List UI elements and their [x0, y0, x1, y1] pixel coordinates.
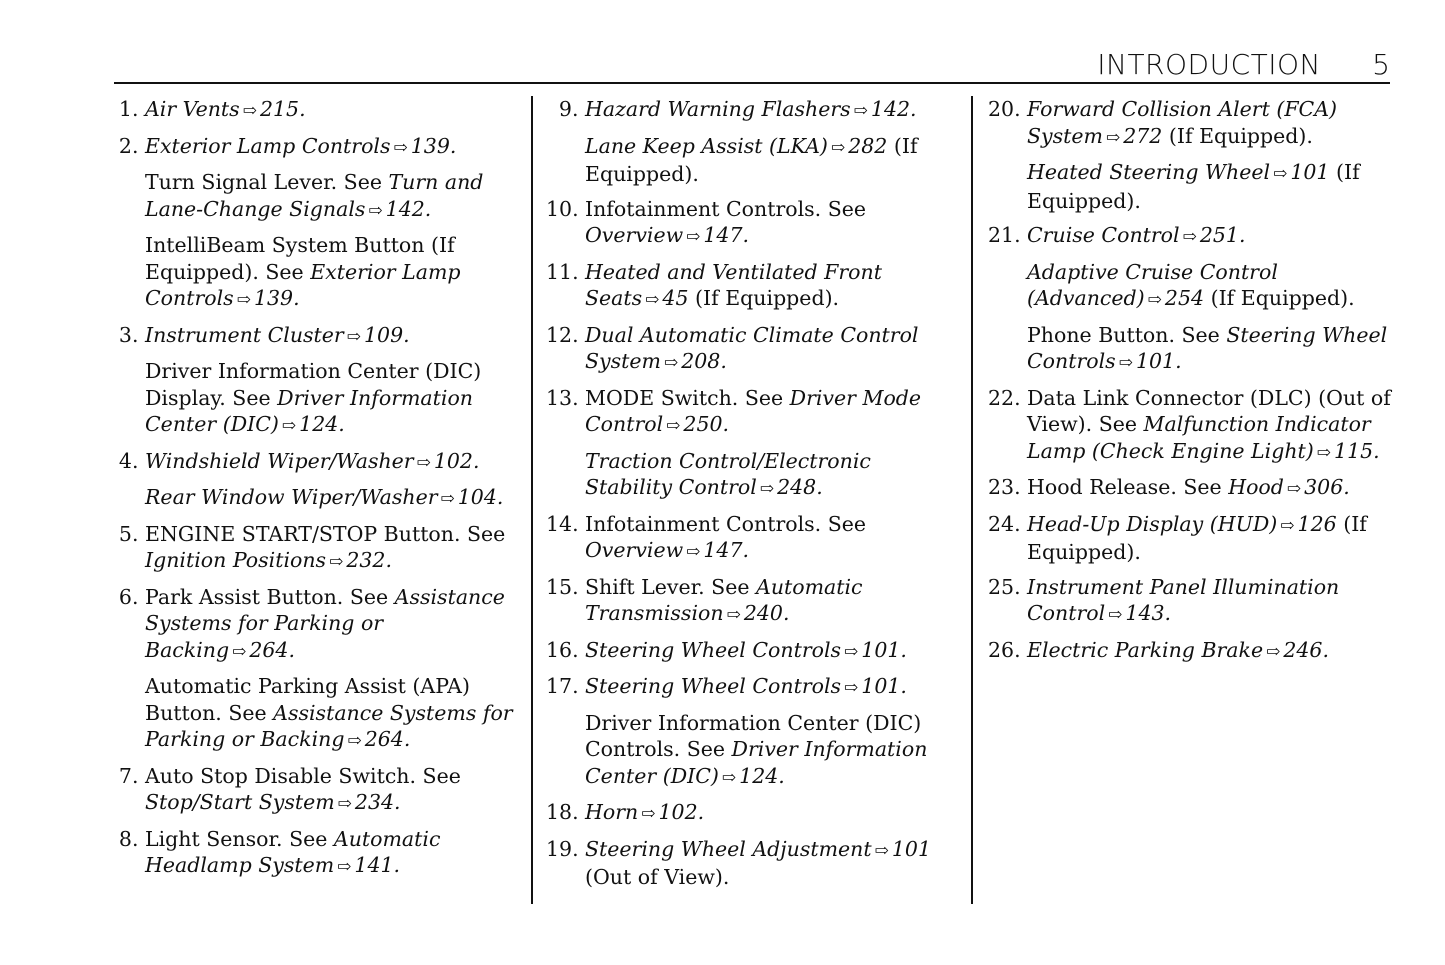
- item-description: [585, 799, 956, 828]
- item-description: [1027, 222, 1393, 251]
- page-reference-arrow-icon: ⇨: [844, 641, 859, 662]
- description-text: (If Equipped).: [1027, 511, 1367, 564]
- item-description: [585, 637, 956, 666]
- item-number: 20.: [988, 97, 1028, 121]
- page-reference-arrow-icon: ⇨: [830, 137, 846, 158]
- description-text: (If Equipped).: [1027, 160, 1360, 213]
- item-description: [1027, 474, 1393, 503]
- cross-reference-link[interactable]: Air Vents: [145, 97, 240, 121]
- legend-item: [546, 799, 956, 828]
- legend-item: [988, 574, 1393, 629]
- legend-item: [988, 222, 1393, 377]
- item-description: [585, 448, 956, 503]
- page-reference-arrow-icon: ⇨: [416, 452, 431, 473]
- page-reference-arrow-icon: ⇨: [1280, 515, 1295, 536]
- item-description: [145, 826, 523, 881]
- cross-reference-link[interactable]: 139.: [410, 133, 457, 158]
- cross-reference-link[interactable]: 101.: [861, 674, 907, 698]
- item-description: [585, 133, 956, 188]
- description-text: (If Equipped).: [585, 133, 918, 186]
- legend-item: [546, 96, 956, 188]
- legend-item: [118, 763, 523, 818]
- legend-item: [988, 511, 1393, 566]
- item-description: [585, 710, 956, 792]
- cross-reference-link[interactable]: Assistance Systems for Parking or Backing: [145, 700, 513, 751]
- item-description: [145, 584, 523, 666]
- page-reference-arrow-icon: ⇨: [1286, 479, 1302, 499]
- cross-reference-link[interactable]: 250.: [683, 412, 730, 436]
- cross-reference-link[interactable]: 248.: [777, 475, 823, 499]
- page-reference-arrow-icon: ⇨: [1147, 290, 1162, 310]
- cross-reference-link[interactable]: Ignition Positions: [145, 548, 327, 572]
- page-reference-arrow-icon: ⇨: [368, 200, 383, 221]
- cross-reference-link[interactable]: Steering Wheel Adjustment: [585, 836, 872, 861]
- item-number: 14.: [546, 511, 586, 536]
- item-number: 26.: [988, 637, 1028, 662]
- page-reference-arrow-icon: ⇨: [759, 479, 775, 499]
- cross-reference-link[interactable]: Assistance Systems for Parking or Backing: [145, 584, 505, 662]
- description-text: Infotainment Controls. See: [585, 196, 867, 221]
- page-reference-arrow-icon: ⇨: [726, 605, 741, 625]
- item-description: [585, 322, 956, 377]
- cross-reference-link[interactable]: 102.: [658, 800, 705, 824]
- cross-reference-link[interactable]: 124.: [739, 763, 785, 788]
- cross-reference-link[interactable]: 251.: [1199, 223, 1246, 247]
- cross-reference-link[interactable]: Rear Window Wiper/Washer: [145, 485, 438, 509]
- description-text: Hood Release. See: [1027, 475, 1229, 499]
- item-description: [145, 763, 523, 818]
- item-description: [1027, 96, 1393, 151]
- legend-item: [118, 133, 523, 314]
- cross-reference-link[interactable]: Overview: [585, 223, 684, 247]
- item-description: [585, 673, 956, 702]
- item-description: [145, 484, 523, 513]
- item-number: 8.: [118, 826, 145, 851]
- cross-reference-link[interactable]: 101.: [861, 637, 907, 662]
- cross-reference-link[interactable]: 126: [1297, 511, 1337, 536]
- legend-item: [988, 96, 1393, 214]
- page-number: 5: [1372, 48, 1390, 81]
- item-number: 6.: [118, 584, 145, 609]
- legend-item: [546, 637, 956, 666]
- cross-reference-link[interactable]: Stop/Start System: [145, 790, 335, 814]
- cross-reference-link[interactable]: 102.: [433, 448, 480, 473]
- item-number: 18.: [546, 800, 586, 824]
- item-number: 5.: [118, 521, 145, 546]
- item-description: [1027, 511, 1393, 566]
- item-description: [1027, 637, 1393, 666]
- description-text: Light Sensor. See: [145, 826, 334, 851]
- page-reference-arrow-icon: ⇨: [874, 840, 889, 861]
- item-number: 2.: [118, 133, 145, 158]
- cross-reference-link[interactable]: 101.: [1135, 349, 1182, 373]
- cross-reference-link[interactable]: 240.: [743, 601, 790, 625]
- cross-reference-link[interactable]: Cruise Control: [1027, 223, 1180, 247]
- item-description: [145, 673, 523, 755]
- page-reference-arrow-icon: ⇨: [666, 416, 681, 436]
- item-number: 1.: [118, 97, 145, 121]
- cross-reference-link[interactable]: 142.: [385, 196, 432, 221]
- item-number: 24.: [988, 511, 1028, 536]
- cross-reference-link[interactable]: 45: [662, 286, 689, 310]
- item-number: 22.: [988, 385, 1028, 410]
- cross-reference-link[interactable]: 141.: [354, 853, 401, 877]
- cross-reference-link[interactable]: 306.: [1304, 475, 1350, 499]
- item-number: 12.: [546, 322, 586, 347]
- page-reference-arrow-icon: ⇨: [663, 353, 679, 373]
- description-text: Driver Information Center (DIC) Display. See: [145, 359, 482, 410]
- cross-reference-link[interactable]: Driver Information Center (DIC): [585, 737, 928, 788]
- item-description: [1027, 574, 1393, 629]
- item-description: [585, 196, 956, 251]
- item-number: 7.: [118, 763, 145, 788]
- item-description: [145, 232, 523, 314]
- cross-reference-link[interactable]: 246.: [1283, 637, 1329, 662]
- item-description: [145, 358, 523, 440]
- page-reference-arrow-icon: ⇨: [1316, 442, 1332, 463]
- cross-reference-link[interactable]: 254: [1164, 286, 1205, 310]
- cross-reference-link[interactable]: 142.: [870, 97, 917, 121]
- description-text: ENGINE START/STOP Button. See: [145, 521, 506, 546]
- item-number: 25.: [988, 574, 1028, 599]
- cross-reference-link[interactable]: Automatic Transmission: [585, 574, 863, 625]
- cross-reference-link[interactable]: Dual Automatic Climate Control System: [585, 322, 919, 373]
- cross-reference-link[interactable]: Horn: [585, 800, 639, 824]
- item-number: 16.: [546, 637, 586, 662]
- description-text: MODE Switch. See: [585, 385, 790, 410]
- description-text: Shift Lever. See: [585, 574, 757, 599]
- item-description: [585, 574, 956, 629]
- cross-reference-link[interactable]: Electric Parking Brake: [1027, 637, 1264, 662]
- cross-reference-link[interactable]: 109.: [363, 322, 410, 347]
- cross-reference-link[interactable]: Exterior Lamp Controls: [145, 259, 461, 310]
- legend-item: [118, 448, 523, 513]
- item-number: 13.: [546, 385, 586, 410]
- item-number: 15.: [546, 574, 586, 599]
- cross-reference-link[interactable]: 272: [1123, 123, 1163, 148]
- page-reference-arrow-icon: ⇨: [686, 542, 701, 562]
- legend-item: [988, 474, 1393, 503]
- legend-item: [988, 637, 1393, 666]
- page-reference-arrow-icon: ⇨: [347, 731, 362, 751]
- description-text: Auto Stop Disable Switch. See: [145, 763, 461, 788]
- description-text: Driver Information Center (DIC) Controls. See: [585, 710, 922, 761]
- cross-reference-link[interactable]: 115.: [1334, 438, 1380, 463]
- cross-reference-link[interactable]: Malfunction Indicator Lamp (Check Engine Light): [1027, 412, 1371, 463]
- description-text: Phone Button. See: [1027, 322, 1227, 347]
- page-reference-arrow-icon: ⇨: [329, 552, 344, 572]
- page-reference-arrow-icon: ⇨: [1266, 641, 1281, 662]
- cross-reference-link[interactable]: 101: [1290, 160, 1330, 184]
- legend-item: [988, 385, 1393, 467]
- page-reference-arrow-icon: ⇨: [393, 137, 408, 158]
- legend-item: [546, 836, 956, 891]
- item-description: [585, 385, 956, 440]
- cross-reference-link[interactable]: Head-Up Display (HUD): [1027, 511, 1278, 536]
- cross-reference-link[interactable]: 139.: [253, 286, 300, 310]
- cross-reference-link[interactable]: Instrument Panel Illumination Control: [1027, 574, 1340, 625]
- cross-reference-link[interactable]: Driver Information Center (DIC): [145, 385, 473, 436]
- item-description: [145, 521, 523, 576]
- item-description: [1027, 385, 1393, 467]
- page-reference-arrow-icon: ⇨: [1182, 227, 1197, 247]
- description-text: (If Equipped).: [688, 286, 840, 310]
- column-divider: [971, 96, 973, 904]
- item-description: [1027, 322, 1393, 377]
- description-text: (If Equipped).: [1162, 123, 1313, 148]
- page-reference-arrow-icon: ⇨: [721, 767, 737, 788]
- item-description: [145, 322, 523, 351]
- description-text: IntelliBeam System Button (If Equipped). See: [145, 233, 455, 284]
- legend-item: [546, 196, 956, 251]
- legend-item: [118, 96, 523, 125]
- cross-reference-link[interactable]: 147.: [703, 223, 750, 247]
- cross-reference-link[interactable]: 147.: [703, 538, 750, 562]
- cross-reference-link[interactable]: Heated Steering Wheel: [1027, 160, 1271, 184]
- item-number: 3.: [118, 322, 145, 347]
- legend-item: [546, 673, 956, 791]
- column-3: [988, 96, 1393, 673]
- cross-reference-link[interactable]: 208.: [681, 349, 727, 373]
- item-number: 4.: [118, 448, 145, 473]
- description-text: Turn Signal Lever. See: [145, 170, 389, 194]
- item-number: 21.: [988, 223, 1028, 247]
- cross-reference-link[interactable]: Traction Control/Electronic Stability Control: [585, 448, 871, 499]
- item-number: 11.: [546, 259, 586, 284]
- cross-reference-link[interactable]: Instrument Cluster: [145, 322, 344, 347]
- page-reference-arrow-icon: ⇨: [1105, 127, 1121, 148]
- cross-reference-link[interactable]: Lane Keep Assist (LKA): [585, 133, 828, 158]
- item-number: 23.: [988, 475, 1028, 499]
- page-header: [114, 40, 1390, 84]
- item-number: 10.: [546, 196, 586, 221]
- item-number: 17.: [546, 674, 586, 698]
- page-reference-arrow-icon: ⇨: [686, 227, 701, 247]
- cross-reference-link[interactable]: Hood: [1228, 475, 1284, 499]
- cross-reference-link[interactable]: 104.: [457, 485, 504, 509]
- item-description: [585, 836, 956, 891]
- cross-reference-link[interactable]: 124.: [299, 412, 345, 436]
- item-description: [145, 448, 523, 477]
- item-description: [1027, 259, 1393, 314]
- page-reference-arrow-icon: ⇨: [236, 290, 251, 310]
- cross-reference-link[interactable]: Heated and Ventilated Front Seats: [585, 259, 882, 310]
- item-description: [145, 133, 523, 162]
- cross-reference-link[interactable]: Steering Wheel Controls: [1027, 322, 1388, 373]
- cross-reference-link[interactable]: Windshield Wiper/Washer: [145, 448, 414, 473]
- item-description: [585, 259, 956, 314]
- legend-item: [546, 574, 956, 629]
- item-number: 9.: [558, 97, 585, 121]
- cross-reference-link[interactable]: Steering Wheel Controls: [585, 674, 842, 698]
- cross-reference-link[interactable]: 143.: [1125, 601, 1172, 625]
- cross-reference-link[interactable]: Forward Collision Alert (FCA) System: [1027, 97, 1338, 148]
- cross-reference-link[interactable]: Driver Mode Control: [585, 385, 922, 436]
- cross-reference-link[interactable]: Turn and Lane-Change Signals: [145, 170, 484, 221]
- cross-reference-link[interactable]: Exterior Lamp Controls: [145, 133, 391, 158]
- page-reference-arrow-icon: ⇨: [645, 290, 660, 310]
- description-text: (If Equipped).: [1204, 286, 1355, 310]
- description-text: Data Link Connector (DLC) (Out of View). See: [1027, 385, 1391, 436]
- legend-item: [546, 322, 956, 377]
- item-description: [585, 511, 956, 566]
- column-divider: [531, 96, 533, 904]
- legend-item: [118, 826, 523, 881]
- page-reference-arrow-icon: ⇨: [281, 416, 297, 436]
- cross-reference-link[interactable]: 101: [891, 836, 932, 861]
- page-reference-arrow-icon: ⇨: [1108, 605, 1123, 625]
- legend-item: [546, 259, 956, 314]
- cross-reference-link[interactable]: Adaptive Cruise Control (Advanced): [1027, 259, 1278, 310]
- legend-item: [118, 584, 523, 755]
- column-1: [118, 96, 523, 889]
- description-text: Infotainment Controls. See: [585, 511, 867, 536]
- cross-reference-link[interactable]: Overview: [585, 538, 684, 562]
- page-reference-arrow-icon: ⇨: [844, 678, 859, 698]
- cross-reference-link[interactable]: 232.: [346, 548, 392, 572]
- cross-reference-link[interactable]: 215.: [259, 97, 306, 121]
- legend-item: [546, 511, 956, 566]
- page-reference-arrow-icon: ⇨: [346, 326, 361, 347]
- cross-reference-link[interactable]: 282: [848, 133, 888, 158]
- description-text: Park Assist Button. See: [145, 584, 395, 609]
- page-reference-arrow-icon: ⇨: [232, 641, 247, 662]
- page-reference-arrow-icon: ⇨: [853, 101, 868, 121]
- page-reference-arrow-icon: ⇨: [641, 804, 656, 824]
- item-description: [585, 96, 956, 125]
- legend-item: [118, 521, 523, 576]
- cross-reference-link[interactable]: 264.: [364, 727, 411, 751]
- item-description: [145, 169, 523, 224]
- cross-reference-link[interactable]: 234.: [354, 790, 401, 814]
- description-text: Automatic Parking Assist (APA) Button. See: [145, 674, 470, 725]
- page-reference-arrow-icon: ⇨: [1118, 353, 1133, 373]
- page-reference-arrow-icon: ⇨: [242, 101, 257, 121]
- cross-reference-link[interactable]: Steering Wheel Controls: [585, 637, 842, 662]
- item-description: [1027, 159, 1393, 214]
- cross-reference-link[interactable]: 264.: [249, 637, 295, 662]
- item-number: 19.: [546, 836, 586, 861]
- item-description: [145, 96, 523, 125]
- legend-item: [118, 322, 523, 440]
- description-text: (Out of View).: [585, 865, 730, 889]
- section-title: INTRODUCTION: [1097, 48, 1321, 81]
- legend-item: [546, 385, 956, 503]
- page-reference-arrow-icon: ⇨: [440, 489, 455, 509]
- page-reference-arrow-icon: ⇨: [337, 857, 352, 877]
- page-reference-arrow-icon: ⇨: [337, 794, 352, 814]
- cross-reference-link[interactable]: Hazard Warning Flashers: [585, 97, 851, 121]
- page-reference-arrow-icon: ⇨: [1273, 164, 1288, 184]
- column-2: [546, 96, 956, 899]
- cross-reference-link[interactable]: Automatic Headlamp System: [145, 826, 441, 877]
